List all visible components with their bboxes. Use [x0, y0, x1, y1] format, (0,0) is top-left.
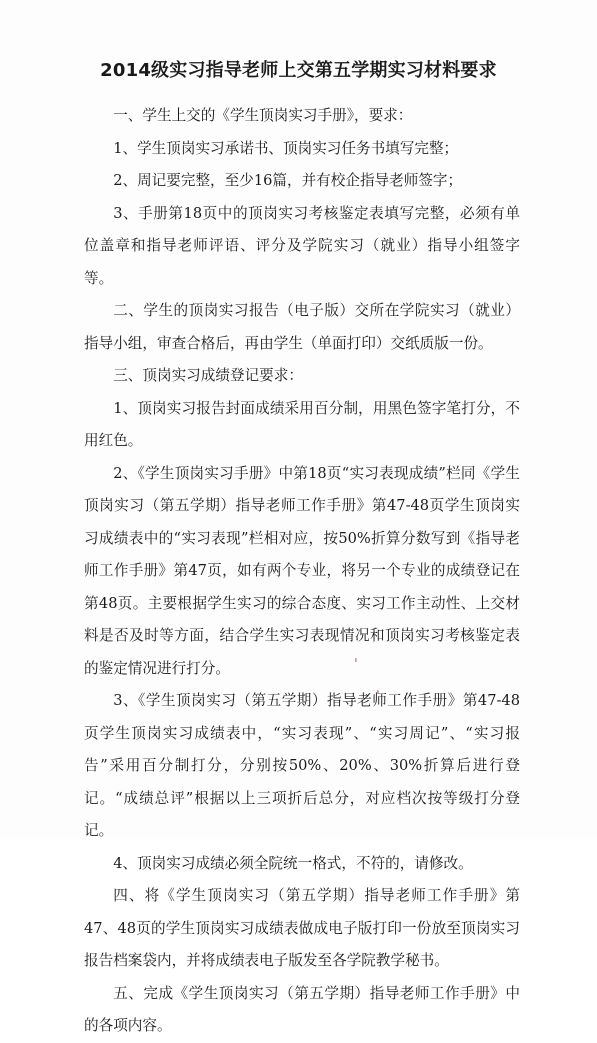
- document-body: [84, 100, 520, 1043]
- section-1-heading: 一、学生上交的《学生顶岗实习手册》，要求：: [113, 107, 413, 124]
- red-ink-mark: ˌ: [354, 648, 358, 664]
- section-1-item-2: 2、周记要完整，至少16篇，并有校企指导老师签字；: [113, 172, 463, 189]
- section-3-item-4: 4、顶岗实习成绩必须全院统一格式，不符的，请修改。: [113, 854, 473, 872]
- red-ink-mark: ˌ: [376, 680, 380, 696]
- section-3-item-3: 3、《学生顶岗实习（第五学期）指导老师工作手册》第47-48页学生顶岗实习成绩表中，“实习表现”、“实习周记”、“实习报告”采用百分制打分，分别按50%、20%、30%折算后进行登记。“成绩总评”根据以上三项折后总分，对应档次按等级打分登记。: [84, 692, 520, 839]
- section-5: 五、完成《学生顶岗实习（第五学期）指导老师工作手册》中的各项内容。: [84, 984, 520, 1034]
- section-3-item-2: 2、《学生顶岗实习手册》中第18页“实习表现成绩”栏同《学生顶岗实习（第五学期）指导老师工作手册》第47-48页学生顶岗实习成绩表中的“实习表现”栏相对应，按50%折算分数写到《指导老师工作手册》第47页，如有两个专业，将另一个专业的成绩登记在第48页。主要根据学生实习的综合态度、实习工作主动性、上交材料是否及时等方面，结合学生实习表现情况和顶岗实习考核鉴定表的鉴定情况进行打分。: [84, 464, 520, 677]
- section-2: 二、学生的顶岗实习报告（电子版）交所在学院实习（就业）指导小组，审查合格后，再由学生（单面打印）交纸质版一份。: [84, 302, 520, 352]
- section-3-item-1: 1、顶岗实习报告封面成绩采用百分制，用黑色签字笔打分，不用红色。: [84, 399, 520, 449]
- section-1-item-3: 3、手册第18页中的顶岗实习考核鉴定表填写完整，必须有单位盖章和指导老师评语、评分及学院实习（就业）指导小组签字等。: [84, 204, 520, 287]
- document-title: 2014级实习指导老师上交第五学期实习材料要求: [100, 60, 497, 81]
- section-3-heading: 三、顶岗实习成绩登记要求：: [113, 367, 303, 384]
- section-4: 四、将《学生顶岗实习（第五学期）指导老师工作手册》第47、48页的学生顶岗实习成绩表做成电子版打印一份放至顶岗实习报告档案袋内，并将成绩表电子版发至各学院教学秘书。: [84, 887, 520, 969]
- section-1-item-1: 1、学生顶岗实习承诺书、顶岗实习任务书填写完整；: [113, 139, 459, 157]
